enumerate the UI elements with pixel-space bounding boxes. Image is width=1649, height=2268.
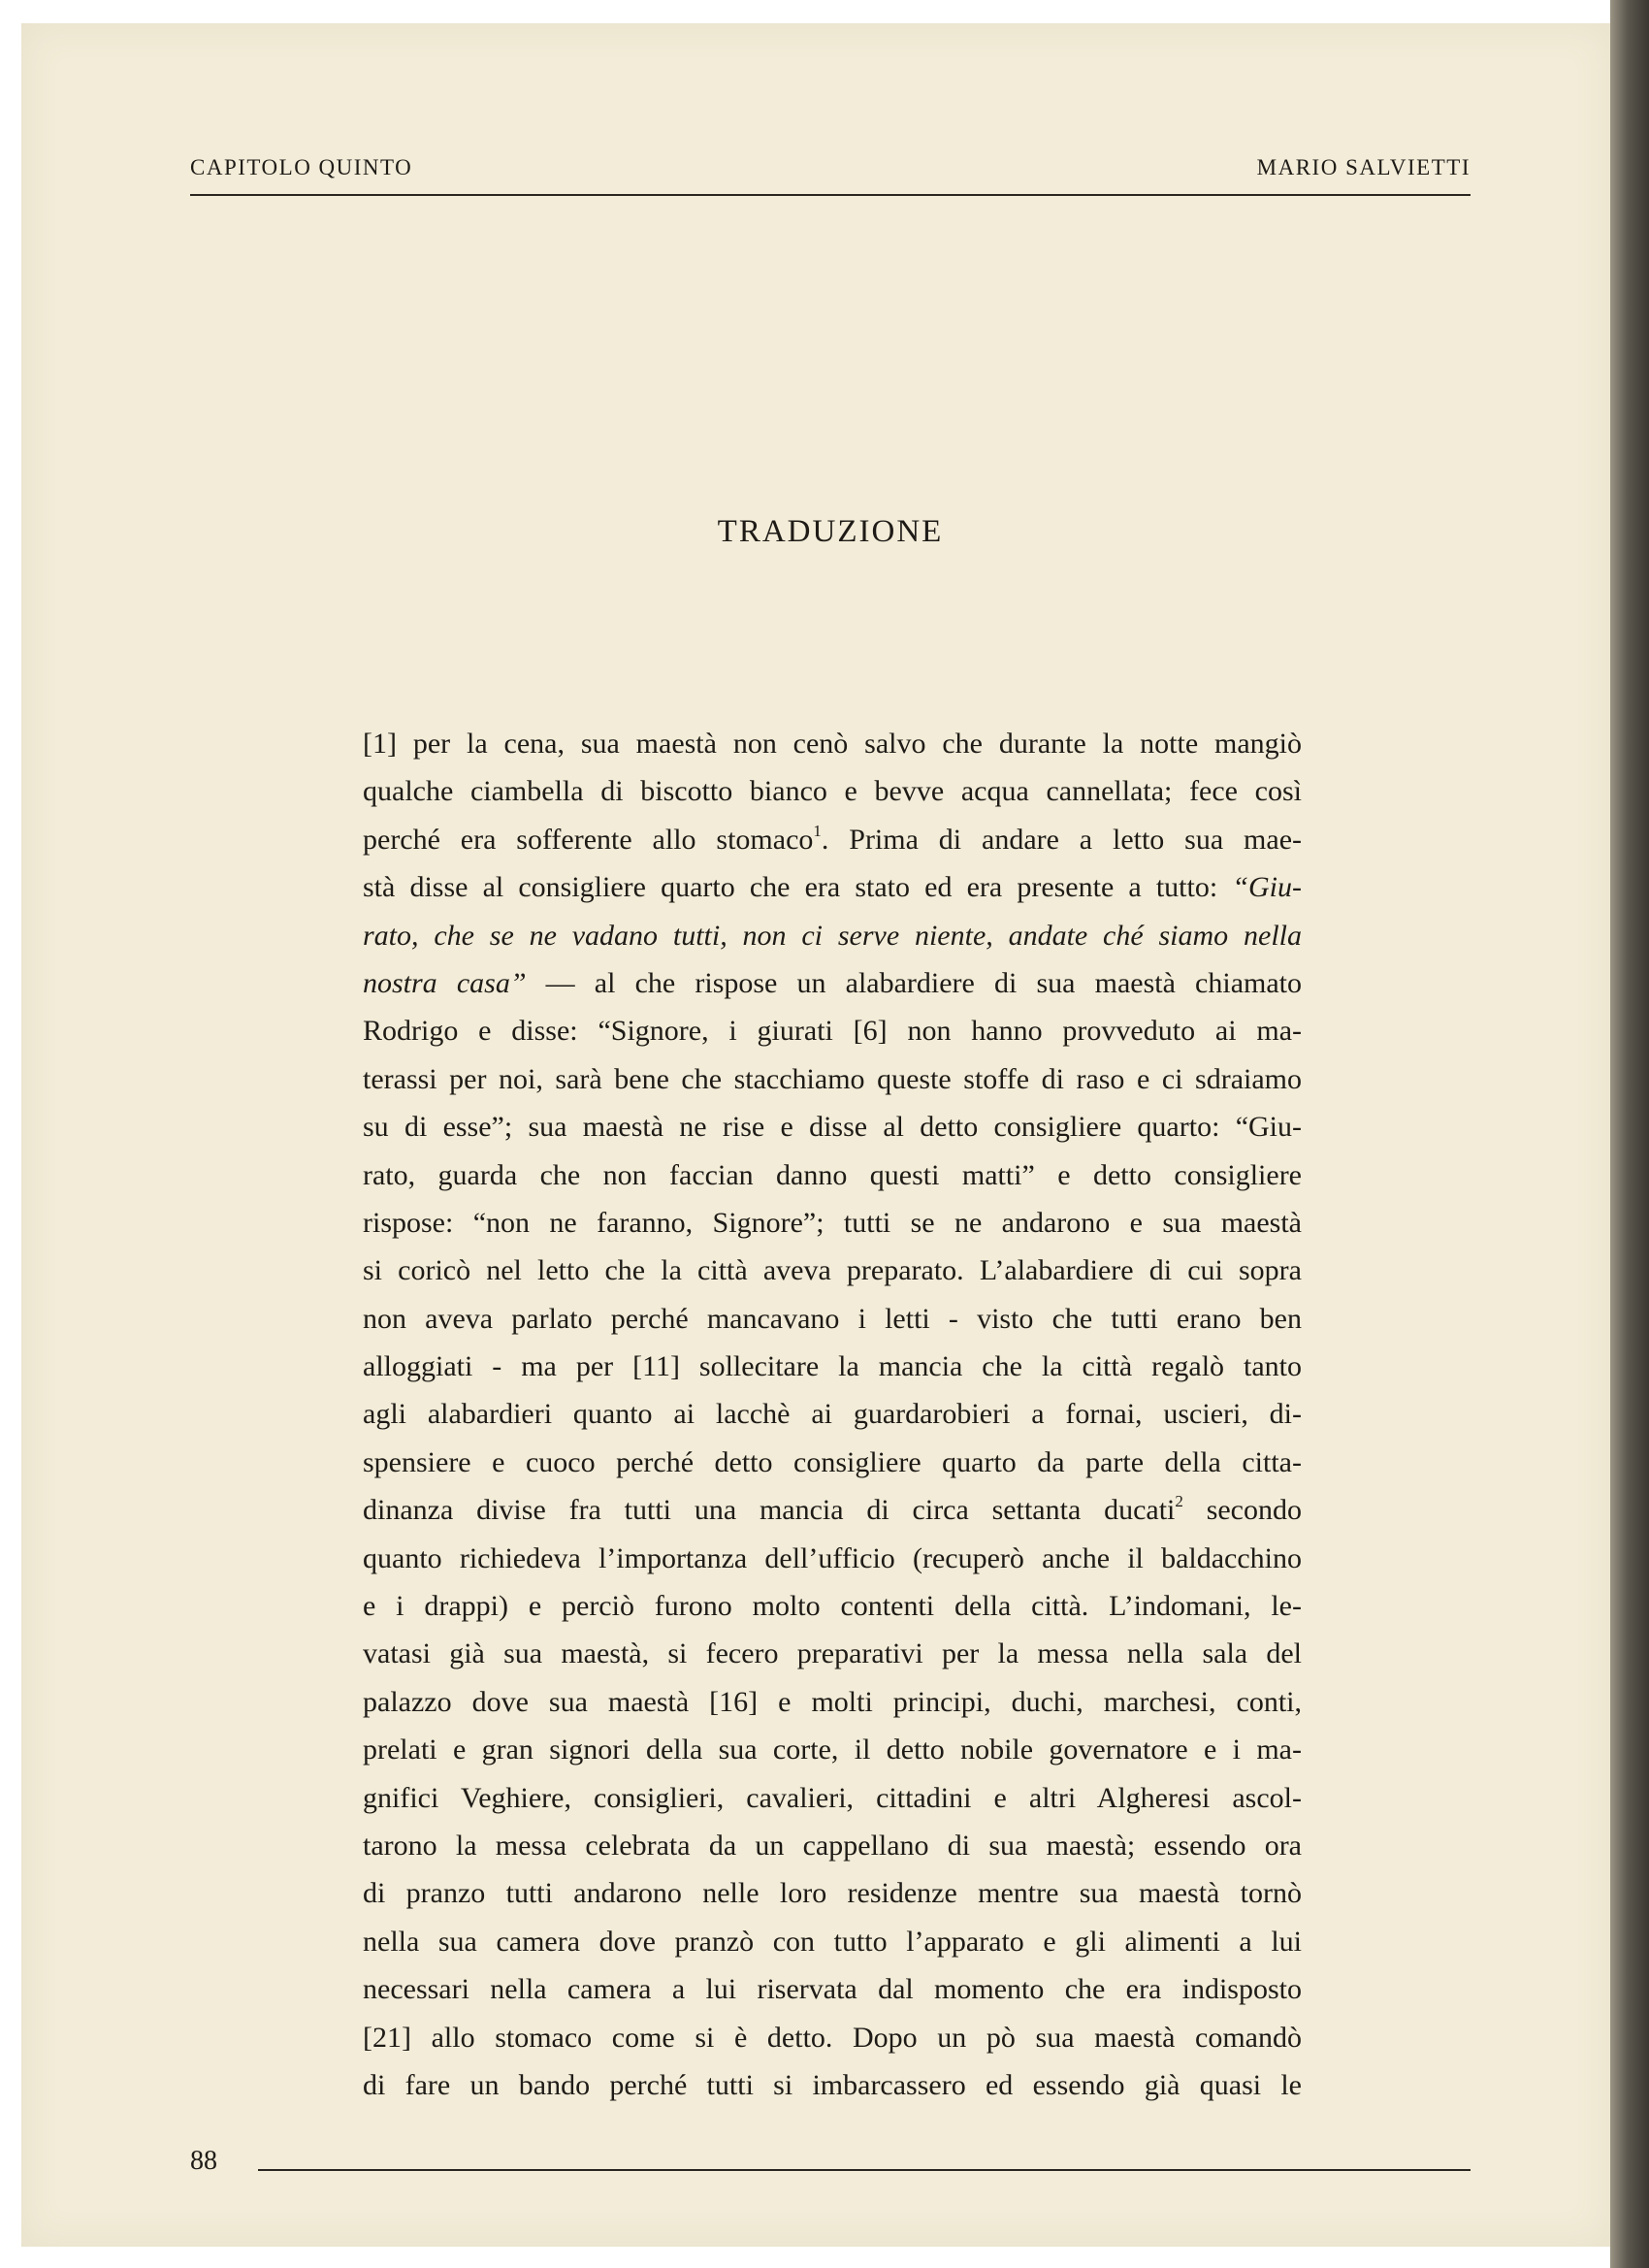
- text-line: [363, 912, 1302, 959]
- text-line: agli alabardieri quanto ai lacchè ai guardarobieri a fornai, uscieri, di-: [363, 1398, 1302, 1431]
- text-line: vatasi già sua maestà, si fecero preparativi per la messa nella sala del: [363, 1637, 1302, 1670]
- text-line: perché era sofferente allo stomaco$^1$. Prima di andare a letto sua mae-: [363, 821, 1302, 856]
- text-line: nostra casa” — al che rispose un alabardiere di sua maestà chiamato: [363, 966, 1303, 999]
- italic-quote: rato, che se ne vadano tutti, non ci serve niente, andate ché siamo nella: [363, 919, 1302, 952]
- page-number: 88: [190, 2146, 217, 2176]
- text-line: nella sua camera dove pranzò con tutto l’apparato e gli alimenti a lui: [363, 1925, 1302, 1958]
- text-line: Rodrigo e disse: “Signore, i giurati [6] non hanno provveduto ai ma-: [363, 1015, 1302, 1048]
- text-line: alloggiati - ma per [11] sollecitare la mancia che la città regalò tanto: [363, 1350, 1302, 1383]
- text-line: tarono la messa celebrata da un cappellano di sua maestà; essendo ora: [363, 1829, 1302, 1862]
- text-line: quanto richiedeva l’importanza dell’ufficio (recuperò anche il baldacchino: [363, 1541, 1302, 1574]
- running-head: [190, 155, 1471, 180]
- translation-body: [363, 720, 1302, 2109]
- text-line: dinanza divise fra tutti una mancia di circa settanta ducati$^2$ secondo: [363, 1492, 1302, 1527]
- italic-quote: nostra casa”: [363, 966, 527, 999]
- text-line: e i drappi) e perciò furono molto contenti della città. L’indomani, le-: [363, 1590, 1302, 1623]
- header-rule: [190, 194, 1471, 196]
- text-line: qualche ciambella di biscotto bianco e bevve acqua cannellata; fece così: [363, 775, 1302, 808]
- text-line: di fare un bando perché tutti si imbarcassero ed essendo già quasi le: [363, 2068, 1302, 2101]
- text-line: gnifici Veghiere, consiglieri, cavalieri, cittadini e altri Algheresi ascol-: [363, 1781, 1302, 1814]
- italic-quote: “Giu-: [1232, 871, 1302, 904]
- text-line: spensiere e cuoco perché detto consigliere quarto da parte della citta-: [363, 1445, 1302, 1478]
- text-line: rato, guarda che non faccian danno questi matti” e detto consigliere: [363, 1158, 1302, 1191]
- book-spine-shadow: [1610, 0, 1649, 2268]
- text-line: palazzo dove sua maestà [16] e molti principi, duchi, marchesi, conti,: [363, 1685, 1302, 1718]
- text-line: terassi per noi, sarà bene che stacchiamo queste stoffe di raso e ci sdraiamo: [363, 1062, 1302, 1095]
- section-title: TRADUZIONE: [717, 514, 944, 549]
- text-line: [1] per la cena, sua maestà non cenò salvo che durante la notte mangiò: [363, 728, 1302, 760]
- text-line: necessari nella camera a lui riservata dal momento che era indisposto: [363, 1973, 1302, 2006]
- footnote-marker: 1: [813, 821, 822, 840]
- footnote-marker: 2: [1175, 1492, 1183, 1511]
- text-line: di pranzo tutti andarono nelle loro residenze mentre sua maestà tornò: [363, 1877, 1302, 1910]
- text-line: rispose: “non ne faranno, Signore”; tutti se ne andarono e sua maestà: [363, 1206, 1302, 1239]
- text-line: si coricò nel letto che la città aveva preparato. L’alabardiere di cui sopra: [363, 1254, 1302, 1287]
- text-line: prelati e gran signori della sua corte, il detto nobile governatore e i ma-: [363, 1733, 1302, 1766]
- text-line: stà disse al consigliere quarto che era stato ed era presente a tutto: “Giu-: [363, 871, 1302, 904]
- text-line: non aveva parlato perché mancavano i letti - visto che tutti erano ben: [363, 1302, 1302, 1335]
- author-label: MARIO SALVIETTI: [1256, 155, 1471, 179]
- footer-rule: [258, 2169, 1471, 2171]
- chapter-label: CAPITOLO QUINTO: [190, 155, 413, 179]
- text-line: su di esse”; sua maestà ne rise e disse al detto consigliere quarto: “Giu-: [363, 1111, 1302, 1144]
- text-line: [21] allo stomaco come si è detto. Dopo un pò sua maestà comandò: [363, 2021, 1302, 2054]
